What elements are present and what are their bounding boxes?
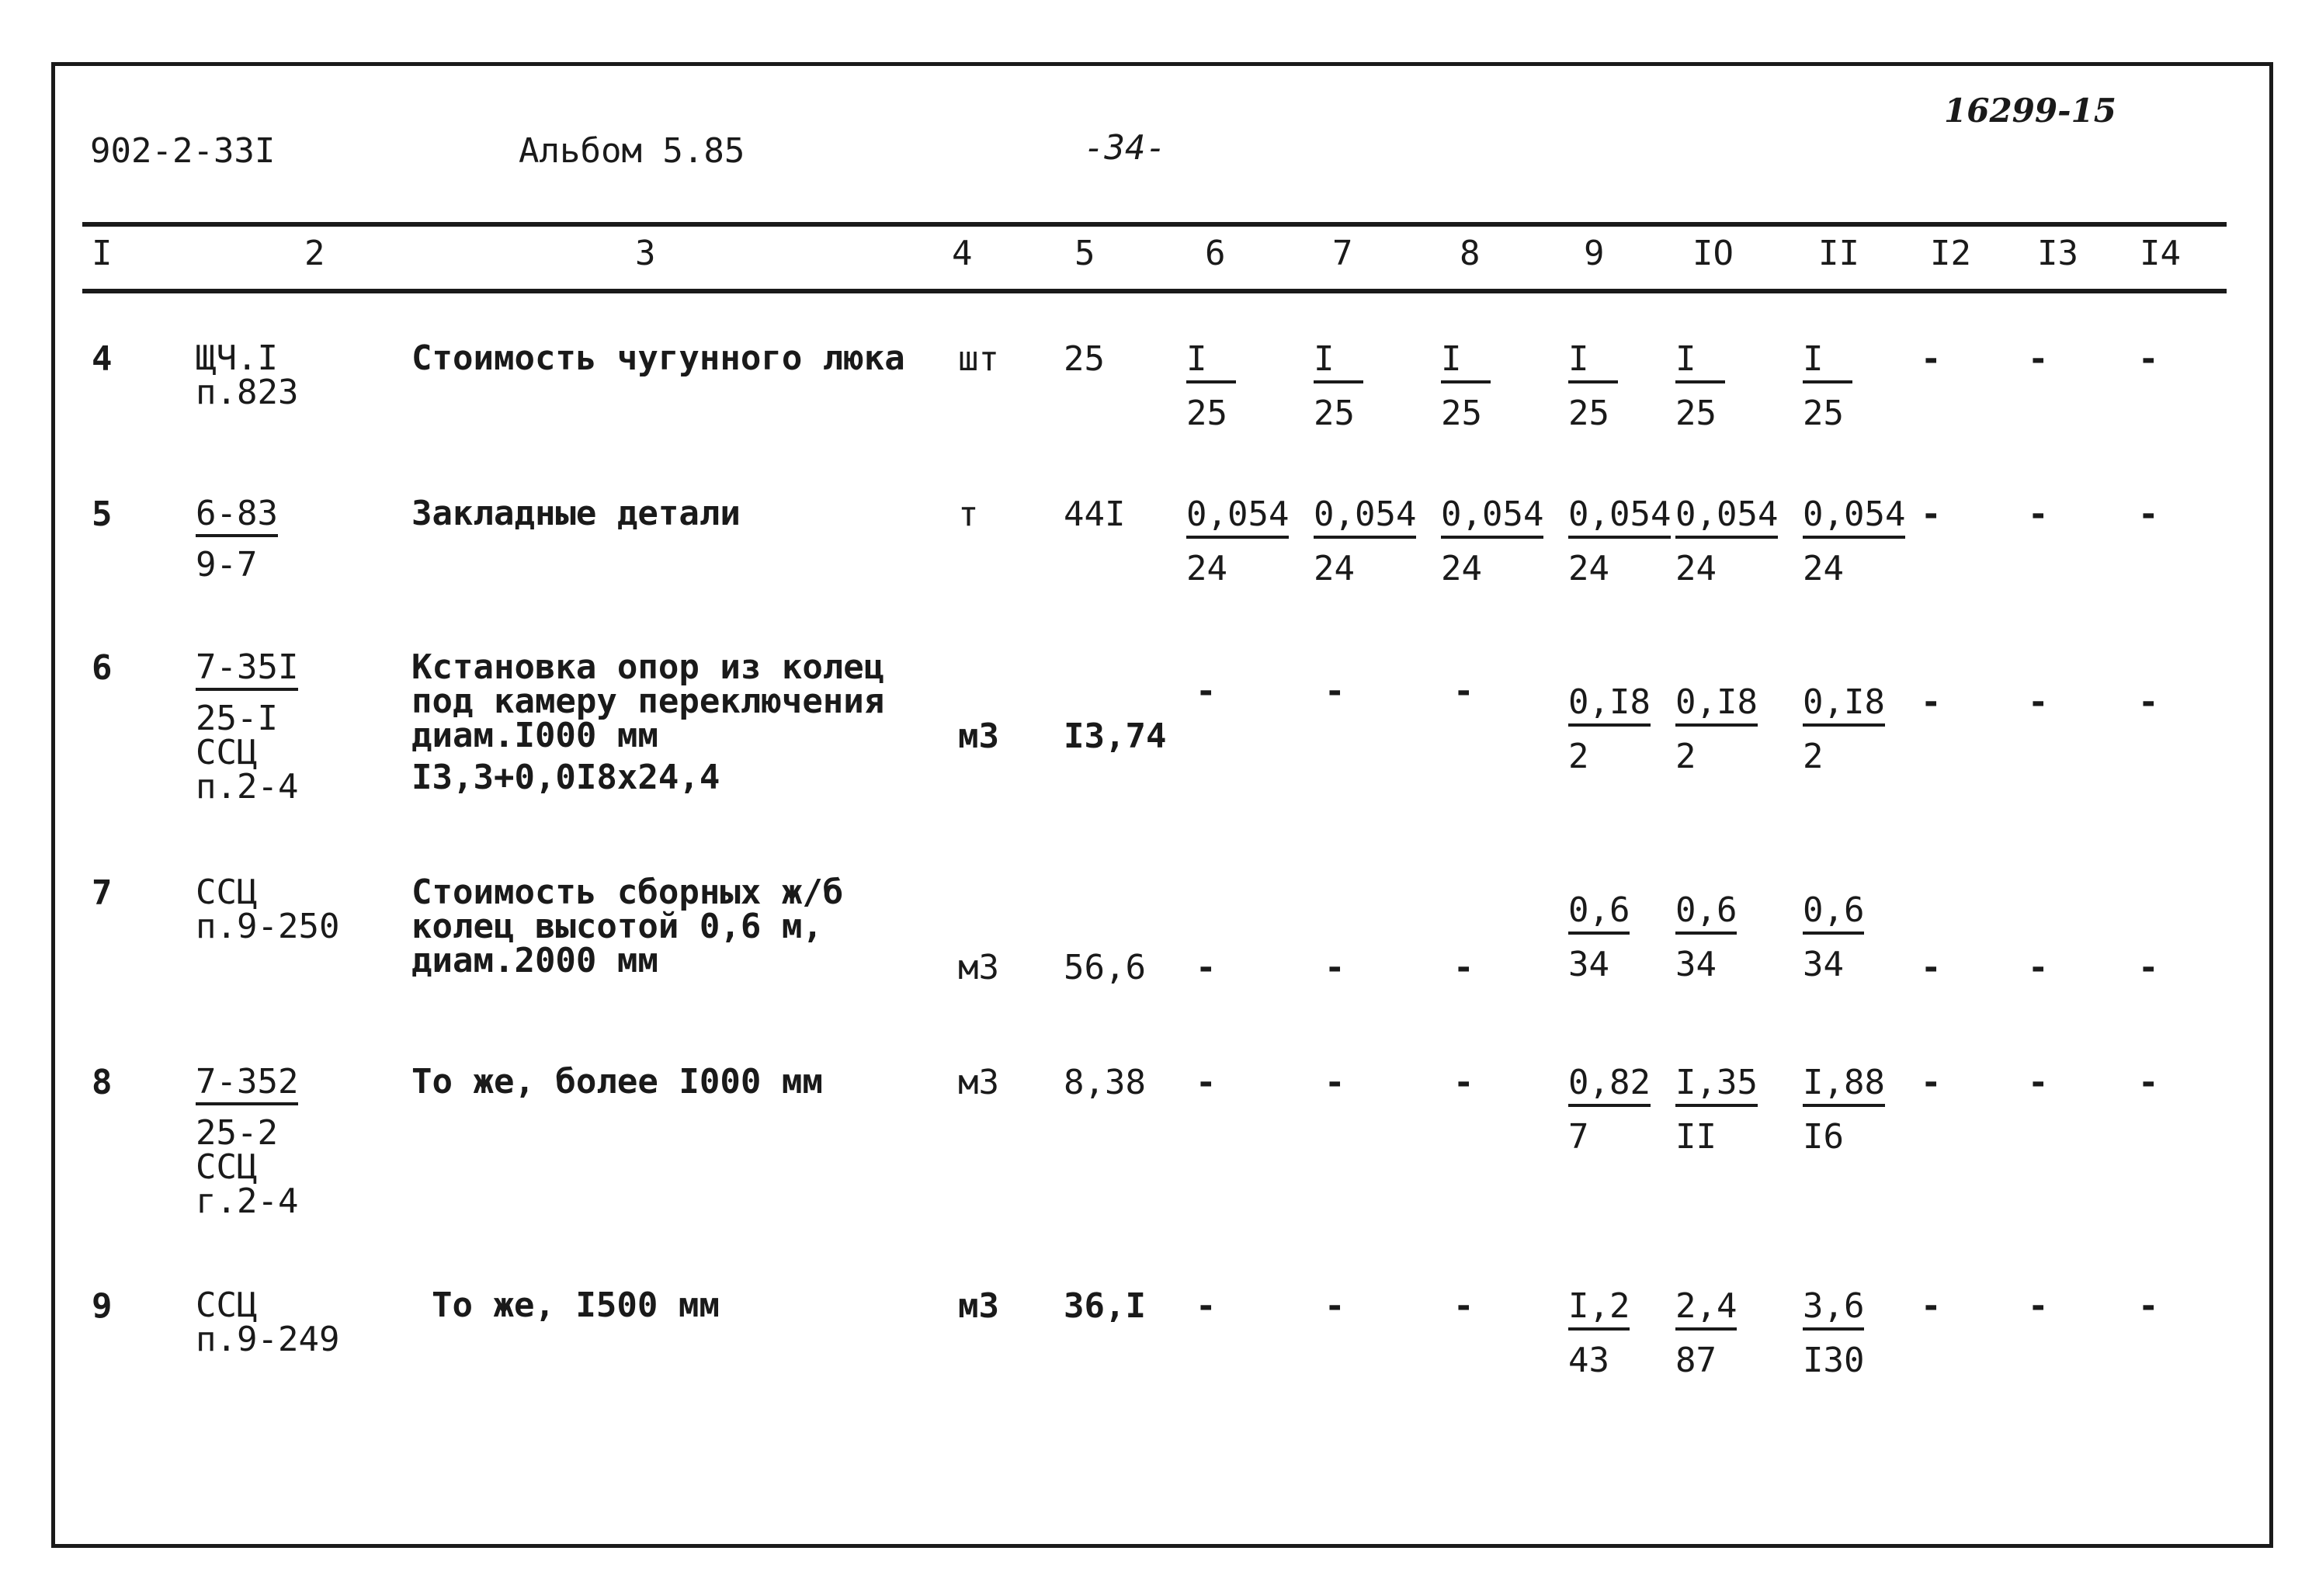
header-rule-top: [82, 222, 2227, 227]
cell-dash: -: [2028, 1063, 2049, 1102]
column-header: 6: [1205, 234, 1226, 273]
handwritten-number: 16299-15: [1944, 92, 2116, 130]
cell-dash: -: [1453, 1063, 1474, 1102]
reference-line: [196, 494, 278, 537]
fraction-numerator: 2,4: [1675, 1289, 1737, 1331]
description-line: диам.I000 мм: [411, 716, 658, 755]
column-header: I2: [1930, 234, 1971, 273]
fraction-numerator: I,2: [1568, 1289, 1630, 1331]
row-number: 5: [92, 494, 113, 534]
fraction-numerator: 0,6: [1803, 893, 1864, 935]
cell-fraction: [1568, 1286, 1630, 1380]
cell-dash: -: [1196, 1286, 1217, 1326]
cell-fraction: [1675, 1065, 1758, 1155]
reference-line: п.2-4: [196, 767, 299, 807]
row-description: [432, 1285, 720, 1325]
row-unit: м3: [958, 948, 999, 987]
row-unit: м3: [958, 1063, 999, 1102]
row-description: [411, 647, 885, 803]
reference-line: ССЦ: [196, 873, 258, 912]
row-unit: шт: [958, 339, 999, 379]
fraction-denominator: I6: [1803, 1117, 1844, 1157]
fraction-denominator: 7: [1568, 1117, 1589, 1157]
description-line: Закладные детали: [411, 494, 741, 533]
cell-dash: -: [2138, 1063, 2159, 1102]
reference-numerator: 7-35I: [196, 651, 298, 691]
fraction-numerator: 0,054: [1675, 497, 1778, 539]
fraction-numerator: 0,054: [1803, 497, 1905, 539]
cell-dash: -: [2138, 494, 2159, 534]
fraction-denominator: 2: [1675, 737, 1696, 776]
description-line: I3,3+0,0I8x24,4: [411, 758, 720, 797]
description-line: Стоимость чугунного люка: [411, 338, 905, 378]
fraction-numerator: I: [1675, 342, 1725, 383]
fraction-numerator: I: [1186, 342, 1236, 383]
fraction-denominator: 34: [1675, 945, 1717, 984]
row-unit-price: 36,I: [1064, 1286, 1146, 1326]
cell-dash: -: [1921, 682, 1942, 722]
fraction-numerator: I,35: [1675, 1065, 1758, 1107]
row-unit-price: 8,38: [1064, 1063, 1146, 1102]
cell-dash: -: [1324, 671, 1345, 711]
cell-fraction: [1441, 339, 1491, 433]
cell-dash: -: [2138, 682, 2159, 722]
cell-dash: -: [2028, 948, 2049, 987]
reference-line: 25-I: [196, 699, 278, 738]
reference-line: ССЦ: [196, 1147, 258, 1187]
column-header: II: [1818, 234, 1859, 273]
fraction-numerator: 0,054: [1441, 497, 1543, 539]
cell-dash: -: [1921, 1286, 1942, 1326]
row-unit: м3: [958, 716, 999, 756]
description-line: под камеру переключения: [411, 682, 885, 721]
cell-dash: -: [1196, 671, 1217, 711]
row-description: [411, 1062, 823, 1102]
column-header: 4: [952, 234, 973, 273]
cell-dash: -: [1324, 1063, 1345, 1102]
fraction-numerator: 0,I8: [1675, 685, 1758, 727]
column-header: I: [92, 234, 113, 273]
row-number: 8: [92, 1063, 113, 1102]
reference-line: г.2-4: [196, 1181, 299, 1221]
description-line: колец высотой 0,6 м,: [411, 907, 823, 946]
fraction-denominator: 25: [1441, 394, 1482, 433]
fraction-numerator: 0,82: [1568, 1065, 1651, 1107]
description-line: Кстановка опор из колец: [411, 647, 885, 687]
row-reference: [196, 873, 340, 946]
cell-dash: -: [2138, 948, 2159, 987]
fraction-denominator: 87: [1675, 1341, 1717, 1380]
cell-fraction: [1803, 890, 1865, 984]
row-reference: [196, 1062, 299, 1221]
column-header: IO: [1692, 234, 1734, 273]
cell-dash: -: [1196, 948, 1217, 987]
cell-dash: -: [1921, 1063, 1942, 1102]
fraction-denominator: 25: [1186, 394, 1227, 433]
fraction-numerator: 0,6: [1675, 893, 1737, 935]
fraction-denominator: 25: [1803, 394, 1844, 433]
cell-dash: -: [1324, 948, 1345, 987]
fraction-numerator: 0,6: [1568, 893, 1630, 935]
album-label: Альбом 5.85: [519, 131, 745, 171]
column-header: 7: [1332, 234, 1353, 273]
description-line: диам.2000 мм: [411, 941, 658, 980]
row-number: 6: [92, 648, 113, 688]
fraction-denominator: 2: [1568, 737, 1589, 776]
fraction-numerator: I: [1441, 342, 1491, 383]
cell-dash: -: [1921, 339, 1942, 379]
cell-dash: -: [1196, 1063, 1217, 1102]
fraction-denominator: 25: [1314, 394, 1355, 433]
cell-fraction: [1568, 339, 1618, 433]
doc-code: 902-2-33I: [90, 131, 276, 171]
description-line: То же, I500 мм: [432, 1285, 720, 1325]
cell-dash: -: [1453, 671, 1474, 711]
row-description: [411, 338, 905, 378]
fraction-denominator: 24: [1568, 549, 1609, 588]
row-description: [411, 873, 844, 980]
cell-fraction: [1803, 1286, 1865, 1380]
fraction-denominator: 24: [1675, 549, 1717, 588]
header-rule-bottom: [82, 289, 2227, 293]
column-header: 2: [304, 234, 325, 273]
fraction-denominator: I30: [1803, 1341, 1865, 1380]
cell-fraction: [1568, 890, 1630, 984]
cell-fraction: [1441, 494, 1544, 588]
cell-fraction: [1568, 1065, 1651, 1155]
cell-dash: -: [1921, 494, 1942, 534]
cell-fraction: [1803, 1065, 1885, 1155]
fraction-denominator: 24: [1314, 549, 1355, 588]
description-line: То же, более I000 мм: [411, 1062, 823, 1102]
cell-dash: -: [2028, 682, 2049, 722]
row-number: 7: [92, 873, 113, 913]
fraction-denominator: 34: [1803, 945, 1844, 984]
reference-line: 25-2: [196, 1113, 278, 1153]
reference-line: п.9-249: [196, 1320, 340, 1359]
row-number: 9: [92, 1286, 113, 1326]
cell-dash: -: [2138, 1286, 2159, 1326]
column-header: I3: [2037, 234, 2078, 273]
fraction-numerator: I,88: [1803, 1065, 1885, 1107]
reference-line: п.9-250: [196, 907, 340, 946]
row-reference: [196, 494, 278, 585]
cell-dash: -: [1453, 1286, 1474, 1326]
cell-fraction: [1314, 494, 1417, 588]
cell-dash: -: [2028, 1286, 2049, 1326]
row-reference: [196, 338, 299, 412]
cell-dash: -: [1324, 1286, 1345, 1326]
column-header: I4: [2140, 234, 2181, 273]
fraction-denominator: 43: [1568, 1341, 1609, 1380]
reference-line: п.823: [196, 373, 299, 412]
fraction-numerator: 0,054: [1314, 497, 1416, 539]
row-reference: [196, 647, 299, 807]
cell-dash: -: [2138, 339, 2159, 379]
fraction-denominator: 25: [1675, 394, 1717, 433]
row-unit-price: 44I: [1064, 494, 1126, 534]
reference-line: ЩЧ.I: [196, 338, 278, 378]
page-number: -34-: [1084, 128, 1166, 168]
fraction-numerator: 0,054: [1186, 497, 1289, 539]
row-description: [411, 494, 741, 533]
cell-fraction: [1568, 494, 1672, 588]
cell-fraction: [1675, 339, 1725, 433]
fraction-denominator: 25: [1568, 394, 1609, 433]
cell-fraction: [1568, 682, 1651, 776]
row-unit: т: [958, 494, 979, 534]
column-header: 8: [1460, 234, 1481, 273]
cell-dash: -: [1921, 948, 1942, 987]
fraction-denominator: 24: [1803, 549, 1844, 588]
column-header: 3: [635, 234, 656, 273]
cell-fraction: [1675, 1286, 1738, 1380]
fraction-numerator: 0,I8: [1568, 685, 1651, 727]
reference-line: ССЦ: [196, 733, 258, 772]
fraction-denominator: II: [1675, 1117, 1717, 1157]
row-unit: м3: [958, 1286, 999, 1326]
cell-dash: -: [2028, 494, 2049, 534]
row-unit-price: 25: [1064, 339, 1105, 379]
fraction-denominator: 34: [1568, 945, 1609, 984]
cell-fraction: [1803, 682, 1885, 776]
column-header: 5: [1074, 234, 1095, 273]
description-line: Стоимость сборных ж/б: [411, 873, 844, 912]
cell-fraction: [1186, 339, 1236, 433]
cell-fraction: [1675, 494, 1779, 588]
column-header: 9: [1584, 234, 1605, 273]
row-unit-price: 56,6: [1064, 948, 1146, 987]
cell-fraction: [1314, 339, 1363, 433]
reference-numerator: 6-83: [196, 497, 278, 537]
fraction-numerator: 3,6: [1803, 1289, 1864, 1331]
fraction-denominator: 2: [1803, 737, 1824, 776]
reference-line: ССЦ: [196, 1285, 258, 1325]
cell-fraction: [1186, 494, 1290, 588]
fraction-denominator: 24: [1441, 549, 1482, 588]
fraction-numerator: I: [1568, 342, 1618, 383]
fraction-numerator: 0,I8: [1803, 685, 1885, 727]
fraction-numerator: 0,054: [1568, 497, 1671, 539]
reference-line: 9-7: [196, 545, 258, 585]
cell-fraction: [1675, 682, 1758, 776]
row-reference: [196, 1285, 340, 1359]
fraction-numerator: I: [1803, 342, 1852, 383]
row-number: 4: [92, 339, 113, 379]
reference-numerator: 7-352: [196, 1065, 298, 1105]
cell-dash: -: [2028, 339, 2049, 379]
cell-dash: -: [1453, 948, 1474, 987]
row-unit-price: I3,74: [1064, 716, 1167, 756]
reference-line: [196, 1062, 299, 1105]
fraction-denominator: 24: [1186, 549, 1227, 588]
fraction-numerator: I: [1314, 342, 1363, 383]
reference-line: [196, 647, 299, 691]
cell-fraction: [1675, 890, 1738, 984]
cell-fraction: [1803, 494, 1906, 588]
cell-fraction: [1803, 339, 1852, 433]
